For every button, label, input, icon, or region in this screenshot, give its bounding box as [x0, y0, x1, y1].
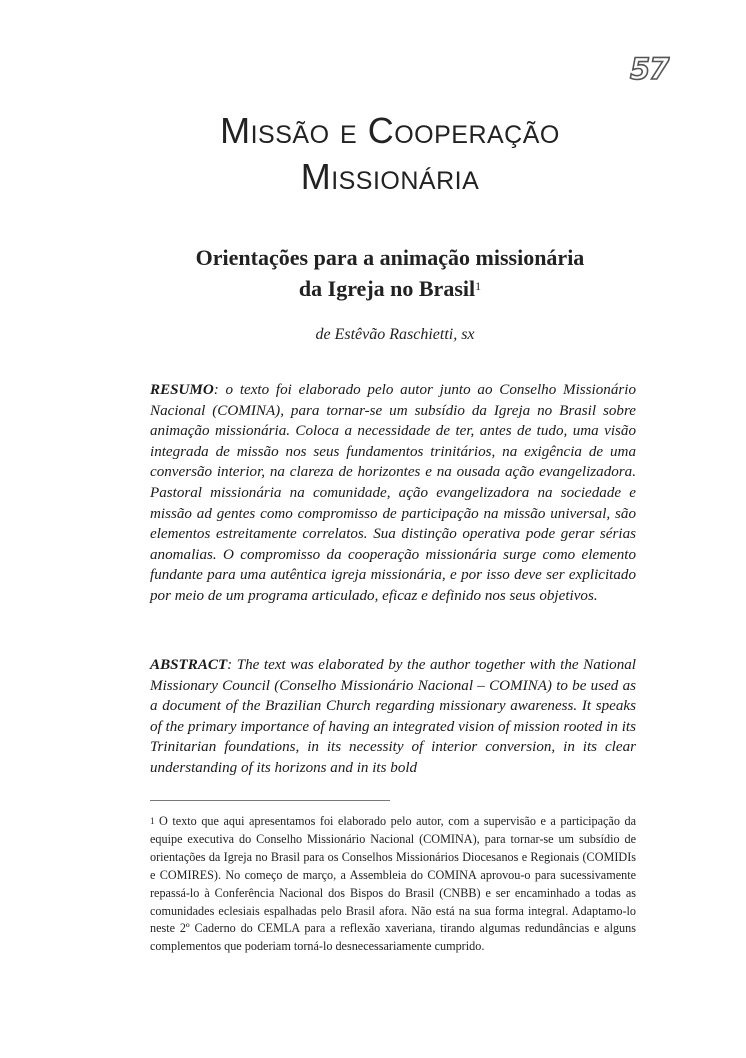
- chapter-title-line-1: Missão e Cooperação: [220, 110, 560, 151]
- chapter-title: [150, 108, 630, 200]
- chapter-title-line-2: Missionária: [300, 156, 480, 197]
- page-number: 57: [630, 52, 669, 86]
- subtitle-line-1: Orientações para a animação missionária: [195, 245, 585, 270]
- resumo-text: : o texto foi elaborado pelo autor junto ao Conselho Missionário Nacional (COMINA), para tornar-se um subsídio da Igreja no Brasil sobre animação missionária. Coloca a necessidade de ter, antes de tudo, uma visão integrada de missão nos seus fundamentos trinitários, na exigência de uma conversão interior, na clareza de horizontes e na ousada ação evangelizadora. Pastoral missionária na comunidade, ação evangelizadora na sociedade e missão ad gentes como compromisso de participação na missão universal, são elementos estreitamente correlatos. Sua distinção operativa pode gerar sérias anomalias. O compromisso da cooperação missionária surge como elemento fundante para uma autêntica igreja missionária, e por isso deve ser explicitado por meio de um programa articulado, eficaz e definido nos seus objetivos.: [150, 382, 636, 604]
- abstract-paragraph: [150, 655, 636, 779]
- footnote-divider: [150, 800, 390, 801]
- footnote-marker: 1: [150, 816, 155, 826]
- footnote: [150, 813, 636, 956]
- author-byline: de Estêvão Raschietti, sx: [315, 326, 475, 343]
- footnote-reference: 1: [475, 279, 482, 293]
- subtitle-line-2: da Igreja no Brasil: [298, 276, 476, 301]
- chapter-subtitle: [150, 242, 630, 304]
- resumo-paragraph: [150, 380, 636, 607]
- abstract-text: : The text was elaborated by the author together with the National Missionary Council (Conselho Missionário Nacional – COMINA) to be used as a document of the Brazilian Church regarding missionary awareness. It speaks of the primary importance of having an integrated vision of mission rooted in its Trinitarian foundations, in its necessity of interior conversion, in its clear understanding of its horizons and in its bold: [150, 657, 636, 776]
- abstract-label: ABSTRACT: [150, 657, 228, 673]
- footnote-text: O texto que aqui apresentamos foi elaborado pelo autor, com a supervisão e a participação da equipe executiva do Conselho Missionário Nacional (COMINA), para tornar-se um subsídio de orientações da Igreja no Brasil para os Conselhos Missionários Diocesanos e Regionais (COMIDIs e COMIRES). No começo de março, a Assembleia do COMINA aprovou-o para sucessivamente repassá-lo à Conferência Nacional dos Bispos do Brasil (CNBB) e ser encaminhado a todas as comunidades eclesiais espalhadas pelo Brasil afora. Não está na sua forma integral. Adaptamo-lo neste 2º Caderno do CEMLA para a reflexão xaveriana, tirando algumas redundâncias e alguns complementos que poderiam torná-lo desnecessariamente cumprido.: [150, 814, 636, 954]
- resumo-label: RESUMO: [150, 382, 214, 398]
